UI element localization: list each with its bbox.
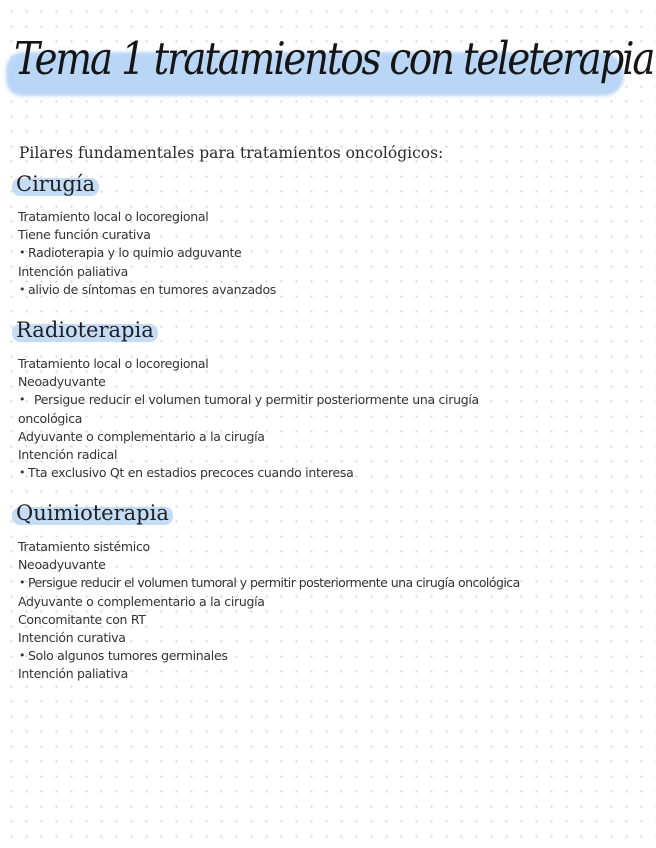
list-item: Intención radical [18, 447, 118, 463]
section-heading-text: Radioterapia [16, 318, 154, 342]
intro-text: Pilares fundamentales para tratamientos oncológicos: [19, 144, 444, 162]
list-item: Tratamiento sistémico [18, 539, 150, 554]
list-item: Adyuvante o complementario a la cirugía [18, 428, 265, 444]
list-item: Tiene función curativa [18, 227, 151, 243]
bullet-item: • Solo algunos tumores germinales [18, 647, 520, 665]
section-heading-text: Quimioterapia [16, 501, 169, 525]
bullet-item: • Radioterapia y lo quimio adguvante [18, 244, 276, 262]
list-item: Neoadyuvante [18, 374, 106, 390]
list-item: Adyuvante o complementario a la cirugía [18, 593, 265, 609]
section-heading-radioterapia [12, 318, 158, 342]
list-item: Tratamiento local o locoregional [18, 209, 209, 224]
section-list-cirugia [18, 208, 276, 299]
list-item: oncológica [18, 410, 83, 426]
title-block [6, 30, 654, 102]
section-list-radioterapia [18, 355, 479, 482]
section-list-quimioterapia [18, 538, 520, 684]
bullet-item: • Tta exclusivo Qt en estadios precoces cuando interesa [18, 464, 479, 482]
list-item: Neoadyuvante [18, 557, 106, 573]
list-item: Intención paliativa [18, 263, 128, 279]
list-item: Concomitante con RT [18, 611, 146, 627]
bullet-item: • Persigue reducir el volumen tumoral y permitir posteriormente una cirugía [18, 391, 479, 409]
list-item: Intención paliativa [18, 666, 128, 682]
section-heading-cirugia [12, 172, 99, 196]
list-item: Tratamiento local o locoregional [18, 356, 209, 371]
section-heading-text: Cirugía [16, 172, 96, 196]
bullet-item: • alivio de síntomas en tumores avanzados [18, 281, 276, 299]
list-item: Intención curativa [18, 630, 126, 646]
page-title: Tema 1 tratamientos con teleterapia [14, 32, 654, 85]
section-heading-quimioterapia [12, 501, 173, 525]
bullet-item: • Persigue reducir el volumen tumoral y permitir posteriormente una cirugía oncológica [18, 574, 520, 592]
